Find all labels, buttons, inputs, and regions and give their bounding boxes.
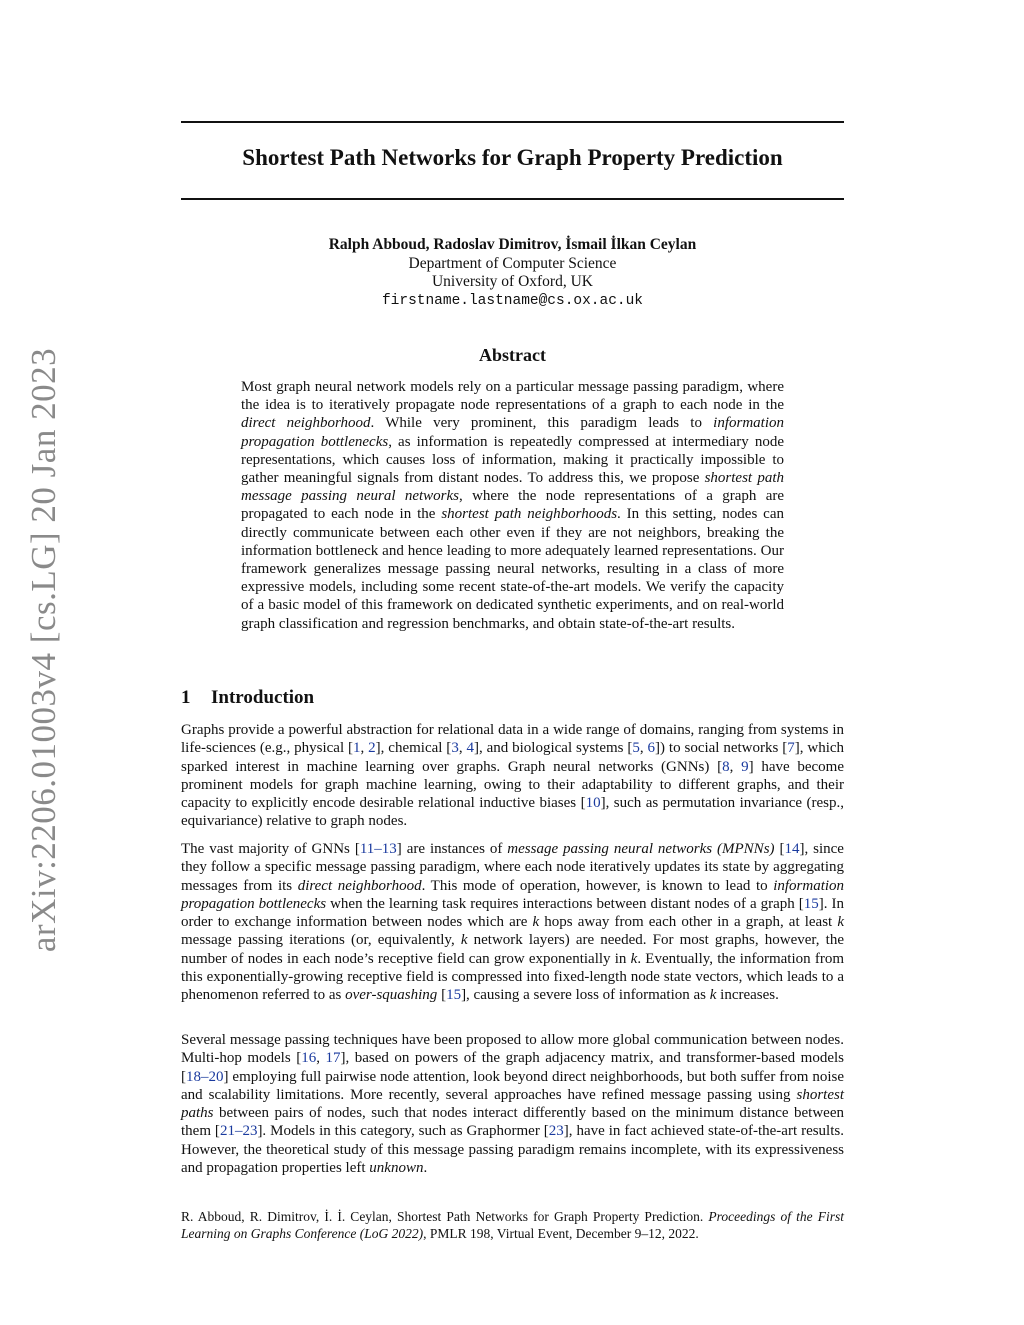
citation-link[interactable]: 14 <box>784 841 800 857</box>
citation-link[interactable]: 15 <box>803 895 819 912</box>
author-block <box>181 236 844 310</box>
citation-footnote: R. Abboud, R. Dimitrov, İ. İ. Ceylan, Shortest Path Networks for Graph Property Prediction. Proceedings of the First Learning on Graphs Conference (LoG 2022), PMLR 198, Virtual Event, December 9–12, 2022. <box>181 1209 844 1241</box>
author-names: Ralph Abboud, Radoslav Dimitrov, İsmail İlkan Ceylan <box>328 236 697 253</box>
intro-paragraph-2: The vast majority of GNNs [11–13] are instances of message passing neural networks (MPNNs) [14], since they follow a specific message passing paradigm, where each node iteratively updates its state by aggregating messages from its direct neighborhood. This mode of operation, however, is known to lead to information propagation bottlenecks when the learning task requires interactions between distant nodes of a graph [15]. In order to exchange information between nodes which are k hops away from each other in a graph, at least k message passing iterations (or, equivalently, k network layers) are needed. For most graphs, however, the number of nodes in each node’s receptive field can grow exponentially in k. Eventually, the information from this exponentially-growing receptive field is compressed into fixed-length node state vectors, which leads to a phenomenon referred to as over-squashing [15], causing a severe loss of information as k increases. <box>181 841 845 1004</box>
citation-link[interactable]: 9 <box>741 758 749 775</box>
math-variable-k: k <box>709 987 717 1004</box>
abstract-heading: Abstract <box>479 345 546 365</box>
math-variable-k: k <box>630 950 638 967</box>
author-institution: University of Oxford, UK <box>431 273 593 290</box>
citation-link[interactable]: 6 <box>647 740 656 757</box>
citation-link[interactable]: 23 <box>548 1123 564 1140</box>
author-email: firstname.lastname@cs.ox.ac.uk <box>381 292 644 309</box>
math-variable-k: k <box>460 932 468 949</box>
citation-link[interactable]: 8 <box>722 758 730 775</box>
citation-link[interactable]: 17 <box>325 1050 341 1067</box>
citation-link[interactable]: 11–13 <box>359 841 397 857</box>
citation-link[interactable]: 5 <box>632 740 640 757</box>
citation-link[interactable]: 2 <box>368 740 376 757</box>
citation-link[interactable]: 10 <box>585 795 601 812</box>
citation-link[interactable]: 3 <box>451 740 459 757</box>
abstract-body: Most graph neural network models rely on a particular message passing paradigm, where the idea is to iteratively propagate node representations of a graph to each node in the direct neighborhood. While very prominent, this paradigm leads to information propagation bottlenecks, as information is repeatedly compressed at intermediary node representations, which causes loss of information, making it practically impossible to gather meaningful signals from distant nodes. To address this, we propose shortest path message passing neural networks, where the node representations of a graph are propagated to each node in the shortest path neighborhoods. In this setting, nodes can directly communicate between each other even if they are not neighbors, breaking the information bottleneck and hence leading to more adequately learned representations. Our framework generalizes message passing neural networks, resulting in a class of more expressive models, including some recent state-of-the-art models. We verify the capacity of a basic model of this framework on dedicated synthetic experiments, and on real-world graph classification and regression benchmarks, and obtain state-of-the-art results. <box>241 379 784 632</box>
title-rule-top <box>181 121 844 123</box>
section-title: Introduction <box>211 687 315 708</box>
title-rule-bottom <box>181 198 844 200</box>
section-heading-introduction <box>181 687 314 709</box>
section-number: 1 <box>181 687 191 708</box>
author-department: Department of Computer Science <box>408 254 617 272</box>
citation-link[interactable]: 18–20 <box>186 1068 224 1085</box>
paper-title: Shortest Path Networks for Graph Property Prediction <box>242 145 783 170</box>
math-variable-k: k <box>837 914 844 931</box>
citation-link[interactable]: 21–23 <box>219 1123 258 1140</box>
citation-link[interactable]: 16 <box>301 1050 317 1067</box>
citation-link[interactable]: 1 <box>353 740 361 757</box>
citation-link[interactable]: 7 <box>787 740 795 757</box>
intro-paragraph-3: Several message passing techniques have been proposed to allow more global communication between nodes. Multi-hop models [16, 17], based on powers of the graph adjacency matrix, and transformer-based models [18–20] employing full pairwise node attention, look beyond direct neighborhoods, but both suffer from noise and scalability limitations. More recently, several approaches have refined message passing using shortest paths between pairs of nodes, such that nodes interact differently based on the minimum distance between them [21–23]. Models in this category, such as Graphormer [23], have in fact achieved state-of-the-art results. However, the theoretical study of this message passing paradigm remains incomplete, with its expressiveness and propagation properties left unknown. <box>181 1032 844 1177</box>
arxiv-identifier-stamp <box>14 347 74 953</box>
arxiv-id-text: arXiv:2206.01003v4 [cs.LG] 20 Jan 2023 <box>24 347 64 953</box>
citation-link[interactable]: 4 <box>466 740 474 757</box>
citation-link[interactable]: 15 <box>446 987 462 1004</box>
math-variable-k: k <box>532 914 540 931</box>
intro-paragraph-1: Graphs provide a powerful abstraction for relational data in a wide range of domains, ranging from systems in life-sciences (e.g., physical [1, 2], chemical [3, 4], and biological systems [5, 6]) to social networks [7], which sparked interest in machine learning over graphs. Graph neural networks (GNNs) [8, 9] have become prominent models for graph machine learning, owing to their adaptability to different graphs, and their capacity to explicitly encode desirable relational inductive biases [10], such as permutation invariance (resp., equivariance) relative to graph nodes. <box>181 722 845 830</box>
